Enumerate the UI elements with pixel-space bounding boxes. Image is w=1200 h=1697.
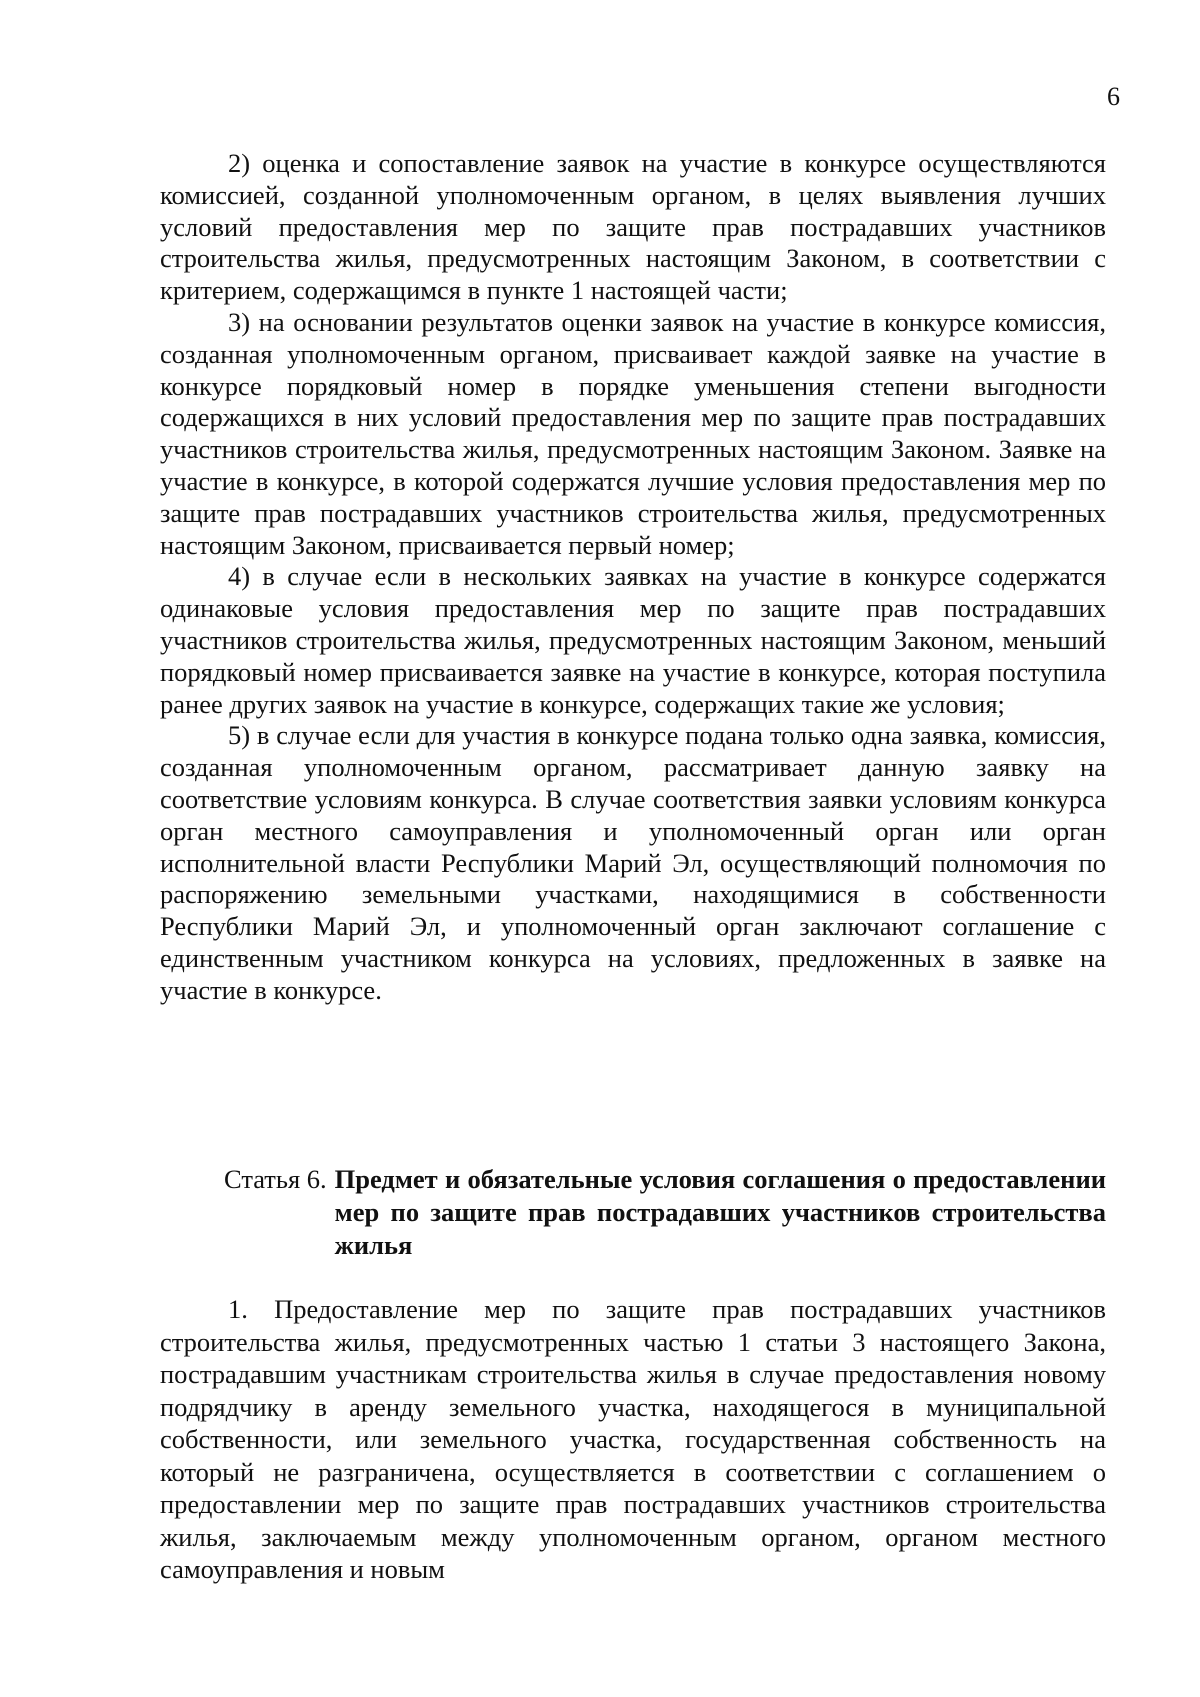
paragraph-item-4: 4) в случае если в нескольких заявках на участие в конкурсе содержатся одинаковые условия предоставления мер по защите прав пострадавших участников строительства жилья, предусмотренных настоящим Законом, меньший порядковый номер присваивается заявке на участие в конкурсе, которая поступила ранее других заявок на участие в конкурсе, содержащих такие же условия; (160, 561, 1106, 719)
paragraph-item-2: 2) оценка и сопоставление заявок на участие в конкурсе осуществляются комиссией, созданной уполномоченным органом, в целях выявления лучших условий предоставления мер по защите прав пострадавших участников строительства жилья, предусмотренных настоящим Законом, в соответствии с критерием, содержащимся в пункте 1 настоящей части; (160, 148, 1106, 306)
page-number: 6 (1107, 82, 1120, 111)
article-title: Предмет и обязательные условия соглашения о предоставлении мер по защите прав пострадавших участников строительства жилья (334, 1164, 1106, 1260)
article-body (160, 1293, 1106, 1586)
paragraph-item-5: 5) в случае если для участия в конкурсе подана только одна заявка, комиссия, созданная уполномоченным органом, рассматривает данную заявку на соответствие условиям конкурса. В случае соответствия заявки условиям конкурса орган местного самоуправления и уполномоченный орган или орган исполнительной власти Республики Марий Эл, осуществляющий полномочия по распоряжению земельными участками, находящимися в собственности Республики Марий Эл, и уполномоченный орган заключают соглашение с единственным участником конкурса на условиях, предложенных в заявке на участие в конкурсе. (160, 720, 1106, 1005)
article-paragraph-1: 1. Предоставление мер по защите прав пострадавших участников строительства жилья, предусмотренных частью 1 статьи 3 настоящего Закона, пострадавшим участникам строительства жилья в случае предоставления новому подрядчику в аренду земельного участка, находящегося в муниципальной собственности, или земельного участка, государственная собственность на который не разграничена, осуществляется в соответствии с соглашением о предоставлении мер по защите прав пострадавших участников строительства жилья, заключаемым между уполномоченным органом, органом местного самоуправления и новым (160, 1294, 1106, 1584)
article-heading (224, 1163, 1106, 1262)
article-label: Статья 6. (224, 1164, 327, 1194)
section-body (160, 148, 1106, 1007)
paragraph-item-3: 3) на основании результатов оценки заявок на участие в конкурсе комиссия, созданная уполномоченным органом, присваивает каждой заявке на участие в конкурсе порядковый номер в порядке уменьшения степени выгодности содержащихся в них условий предоставления мер по защите прав пострадавших участников строительства жилья, предусмотренных настоящим Законом. Заявке на участие в конкурсе, в которой содержатся лучшие условия предоставления мер по защите прав пострадавших участников строительства жилья, предусмотренных настоящим Законом, присваивается первый номер; (160, 306, 1106, 560)
